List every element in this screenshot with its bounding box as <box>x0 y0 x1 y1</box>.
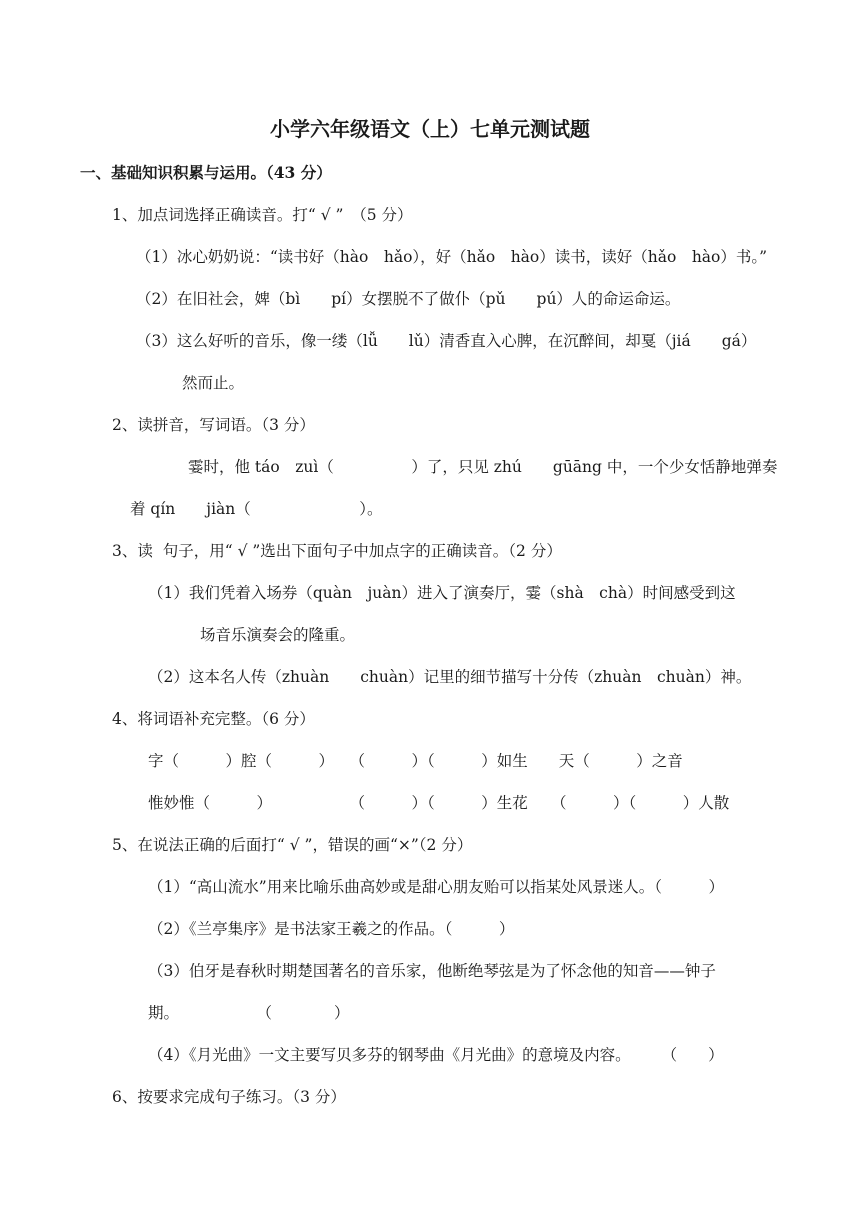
question-5-item-3-cont: 期。 （ ） <box>148 1004 350 1022</box>
section-heading: 一、基础知识积累与运用。（43 分） <box>80 163 332 182</box>
question-3-prompt: 3、读 句子，用“ √ ”选出下面句子中加点字的正确读音。（2 分） <box>112 542 562 560</box>
question-5-item-2: （2）《兰亭集序》是书法家王羲之的作品。（ ） <box>148 920 515 938</box>
question-5-item-1: （1）“高山流水”用来比喻乐曲高妙或是甜心朋友贻可以指某处风景迷人。（ ） <box>148 878 724 896</box>
question-3-item-1: （1）我们凭着入场券（quàn juàn）进入了演奏厅，霎（shà chà）时间感受到这 <box>148 584 736 602</box>
question-2-line-2: 着 qín jiàn（ ）。 <box>130 500 383 518</box>
question-1-item-3-cont: 然而止。 <box>182 374 245 392</box>
question-4-row-2: 惟妙惟（ ） （ ）（ ）生花 （ ）（ ）人散 <box>148 794 730 812</box>
question-1-prompt: 1、加点词选择正确读音。打“ √ ” （5 分） <box>112 206 413 224</box>
question-1-item-1: （1）冰心奶奶说：“读书好（hào hǎo），好（hǎo hào）读书，读好（hǎo hào）书。” <box>136 248 768 266</box>
question-1-item-3: （3）这么好听的音乐，像一缕（lǚ lǔ）清香直入心脾，在沉醉间，却戛（jiá gá） <box>136 332 757 350</box>
question-3-item-2: （2）这本名人传（zhuàn chuàn）记里的细节描写十分传（zhuàn chuàn）神。 <box>148 668 752 686</box>
question-6-prompt: 6、按要求完成句子练习。（3 分） <box>112 1088 346 1106</box>
question-5-item-4: （4）《月光曲》一文主要写贝多芬的钢琴曲《月光曲》的意境及内容。 （ ） <box>148 1046 724 1064</box>
question-5-prompt: 5、在说法正确的后面打“ √ ”，错误的画“×”（2 分） <box>112 836 473 854</box>
question-3-item-1-cont: 场音乐演奏会的隆重。 <box>200 626 356 644</box>
question-4-row-1: 字（ ）腔（ ） （ ）（ ）如生 天（ ）之音 <box>148 752 683 770</box>
page-title: 小学六年级语文（上）七单元测试题 <box>270 117 590 141</box>
question-2-line-1: 霎时，他 táo zuì（ ）了，只见 zhú gūāng 中，一个少女恬静地弹奏 <box>188 458 778 476</box>
question-5-item-3: （3）伯牙是春秋时期楚国著名的音乐家，他断绝琴弦是为了怀念他的知音——钟子 <box>148 962 716 980</box>
question-4-prompt: 4、将词语补充完整。（6 分） <box>112 710 315 728</box>
question-2-prompt: 2、读拼音，写词语。（3 分） <box>112 416 315 434</box>
question-1-item-2: （2）在旧社会，婢（bì pí）女摆脱不了做仆（pǔ pú）人的命运命运。 <box>136 290 681 308</box>
